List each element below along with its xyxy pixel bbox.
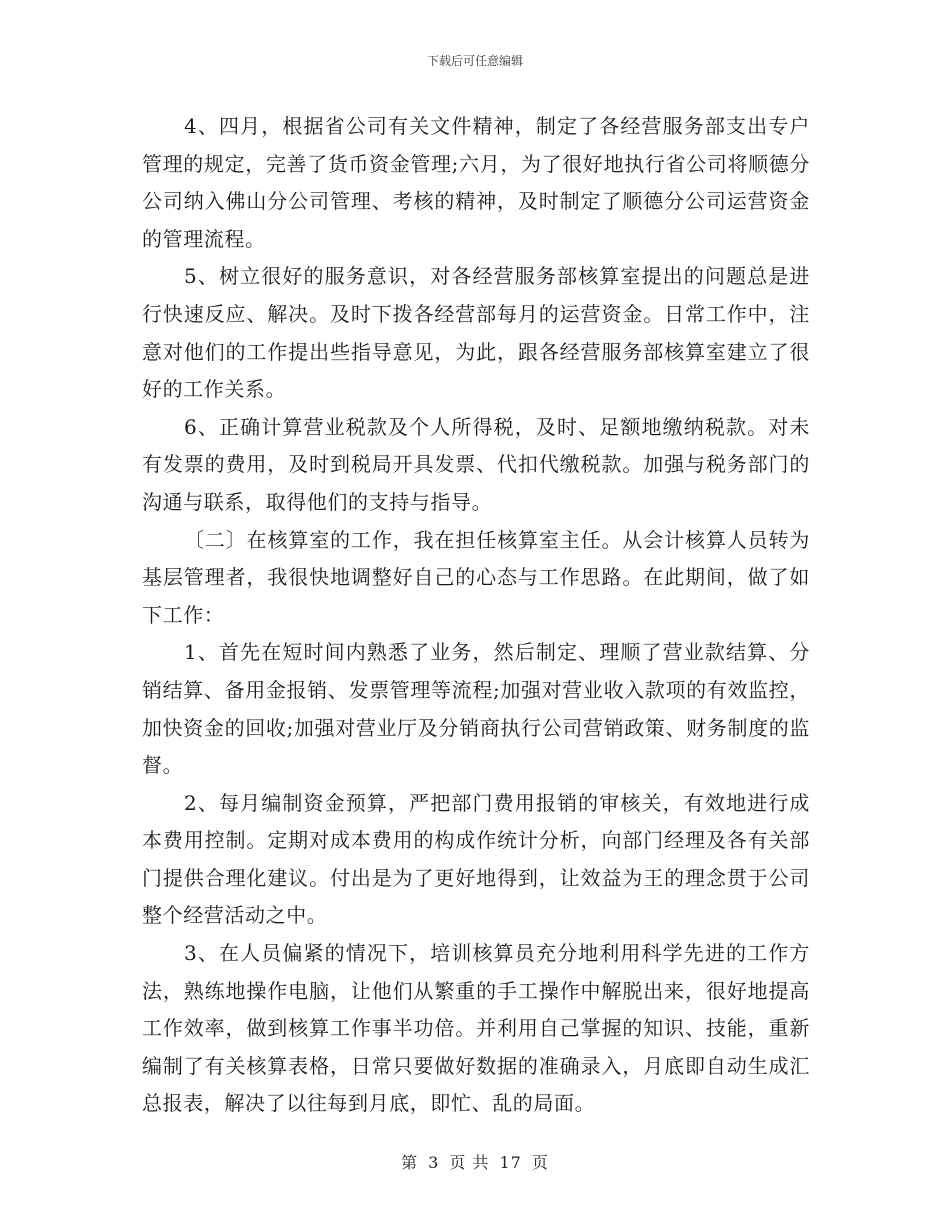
- footer-suffix: 页: [531, 1153, 549, 1172]
- paragraph-item-3: 3、在人员偏紧的情况下，培训核算员充分地利用科学先进的工作方法，熟练地操作电脑，让他们从繁重的手工操作中解脱出来，很好地提高工作效率，做到核算工作事半功倍。并利用自己掌握的知识、技能，重新编制了有关核算表格，日常只要做好数据的准确录入，月底即自动生成汇总报表，解决了以往每到月底，即忙、乱的局面。: [142, 941, 810, 1116]
- document-body: [142, 108, 810, 1123]
- paragraph-item-6: 6、正确计算营业税款及个人所得税，及时、足额地缴纳税款。对未有发票的费用，及时到税局开具发票、代扣代缴税款。加强与税务部门的沟通与联系，取得他们的支持与指导。: [142, 414, 810, 514]
- paragraph-section-2: 〔二〕在核算室的工作，我在担任核算室主任。从会计核算人员转为基层管理者，我很快地调整好自己的心态与工作思路。在此期间，做了如下工作：: [142, 527, 810, 627]
- footer-middle: 页 共: [449, 1153, 490, 1172]
- page-header-note: 下载后可任意编辑: [426, 54, 523, 68]
- page-number-footer: [0, 1150, 950, 1173]
- paragraph-item-4: 4、四月，根据省公司有关文件精神，制定了各经营服务部支出专户管理的规定，完善了货币资金管理;六月，为了很好地执行省公司将顺德分公司纳入佛山分公司管理、考核的精神，及时制定了顺德分公司运营资金的管理流程。: [142, 114, 810, 251]
- paragraph-item-1: 1、首先在短时间内熟悉了业务，然后制定、理顺了营业款结算、分销结算、备用金报销、发票管理等流程;加强对营业收入款项的有效监控，加快资金的回收;加强对营业厅及分销商执行公司营销政策、财务制度的监督。: [142, 640, 810, 778]
- footer-prefix: 第: [401, 1153, 419, 1172]
- paragraph-item-5: 5、树立很好的服务意识，对各经营服务部核算室提出的问题总是进行快速反应、解决。及时下拨各经营部每月的运营资金。日常工作中，注意对他们的工作提出些指导意见，为此，跟各经营服务部核算室建立了很好的工作关系。: [142, 264, 810, 402]
- footer-total-pages: 17: [499, 1153, 522, 1172]
- paragraph-item-2: 2、每月编制资金预算，严把部门费用报销的审核关，有效地进行成本费用控制。定期对成本费用的构成作统计分析，向部门经理及各有关部门提供合理化建议。付出是为了更好地得到，让效益为王的理念贯于公司整个经营活动之中。: [142, 790, 810, 928]
- footer-current-page: 3: [428, 1153, 440, 1172]
